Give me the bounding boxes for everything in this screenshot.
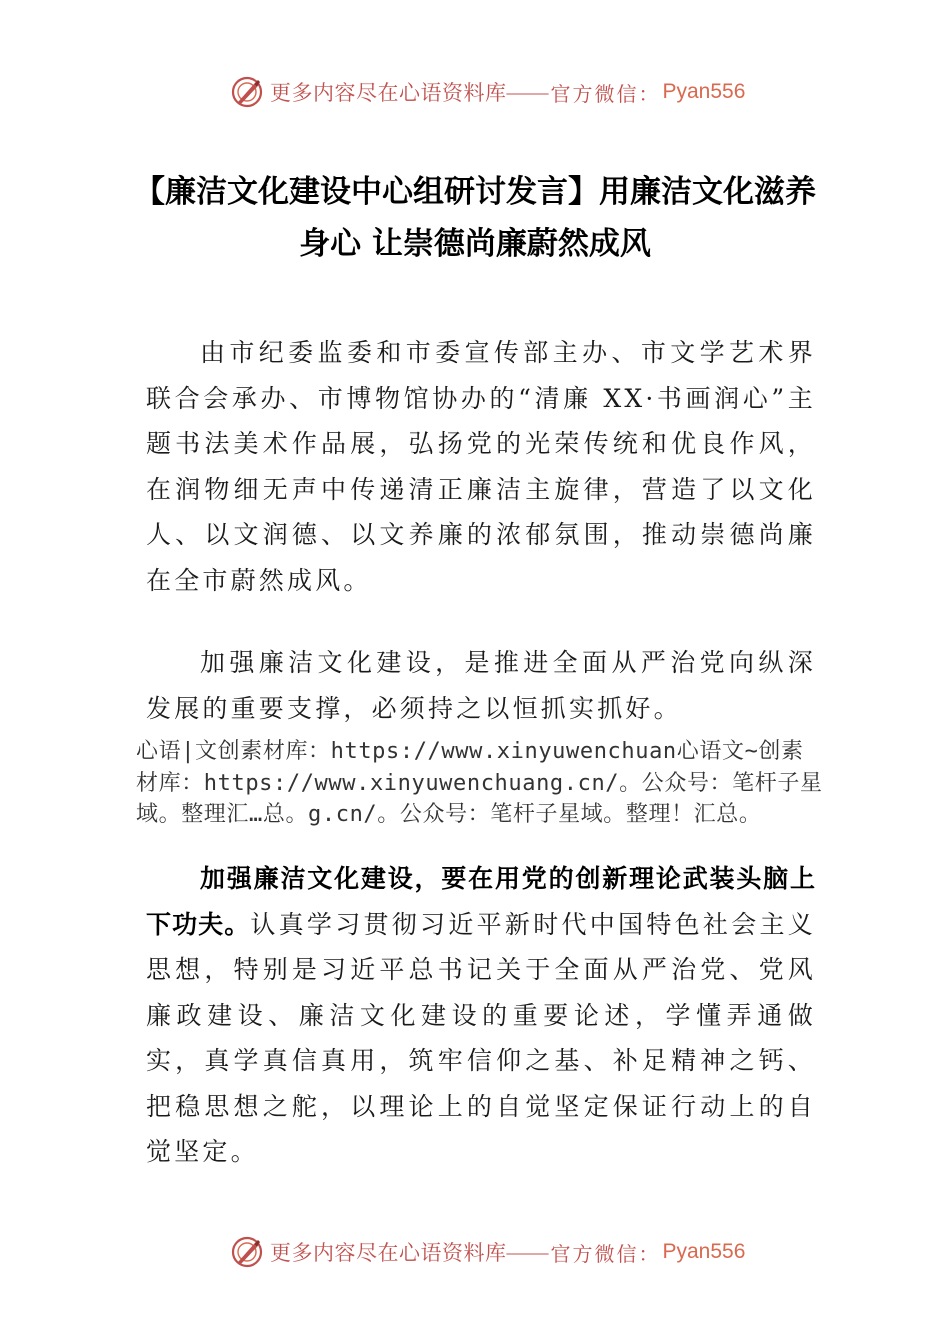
pen-logo-icon [230,75,264,109]
banner-wechat-label: 官方微信： [550,81,661,106]
banner-dash: —— [506,79,549,104]
banner-wechat-label: 官方微信： [550,1241,661,1266]
banner-text: 更多内容尽在心语资料库 [270,1241,507,1265]
section-lead: 加强廉洁文化建设，要在用党的创新理论武装头脑上下功夫。 [146,864,816,939]
section-body: 认真学习贯彻习近平新时代中国特色社会主义思想，特别是习近平总书记关于全面从严治党、党风廉政建设、廉洁文化建设的重要论述，学懂弄通做实，真学真信真用，筑牢信仰之基、补足精神之钙、把稳思想之舵，以理论上的自觉坚定保证行动上的自觉坚定。 [146,909,816,1166]
banner-wechat-id: Pyan556 [662,1240,746,1263]
watermark-text: 心语|文创素材库：https://www.xinyuwenchuan心语文~创素材库：https://www.xinyuwenchuang.cn/。公众号：笔杆子星域。整理汇…总。g.cn/。公众号：笔杆子星域。整理！汇总。 [136,739,823,827]
header-banner [230,74,745,110]
banner-text: 更多内容尽在心语资料库 [270,81,507,105]
paragraph-thesis: 加强廉洁文化建设，是推进全面从严治党向纵深发展的重要支撑，必须持之以恒抓实抓好。 [146,648,816,723]
footer-banner [230,1234,745,1270]
paragraph-intro: 由市纪委监委和市委宣传部主办、市文学艺术界联合会承办、市博物馆协办的“清廉 XX·书画润心”主题书法美术作品展，弘扬党的光荣传统和优良作风，在润物细无声中传递清正廉洁主旋律，营造了以文化人、以文润德、以文养廉的浓郁氛围，推动崇德尚廉在全市蔚然成风。 [146,338,816,595]
banner-dash: —— [506,1239,549,1264]
pen-logo-icon [230,1235,264,1269]
banner-wechat-id: Pyan556 [662,80,746,103]
paragraph-section [146,856,816,1175]
document-title: 【廉洁文化建设中心组研讨发言】用廉洁文化滋养身心 让崇德尚廉蔚然成风 [134,174,816,262]
